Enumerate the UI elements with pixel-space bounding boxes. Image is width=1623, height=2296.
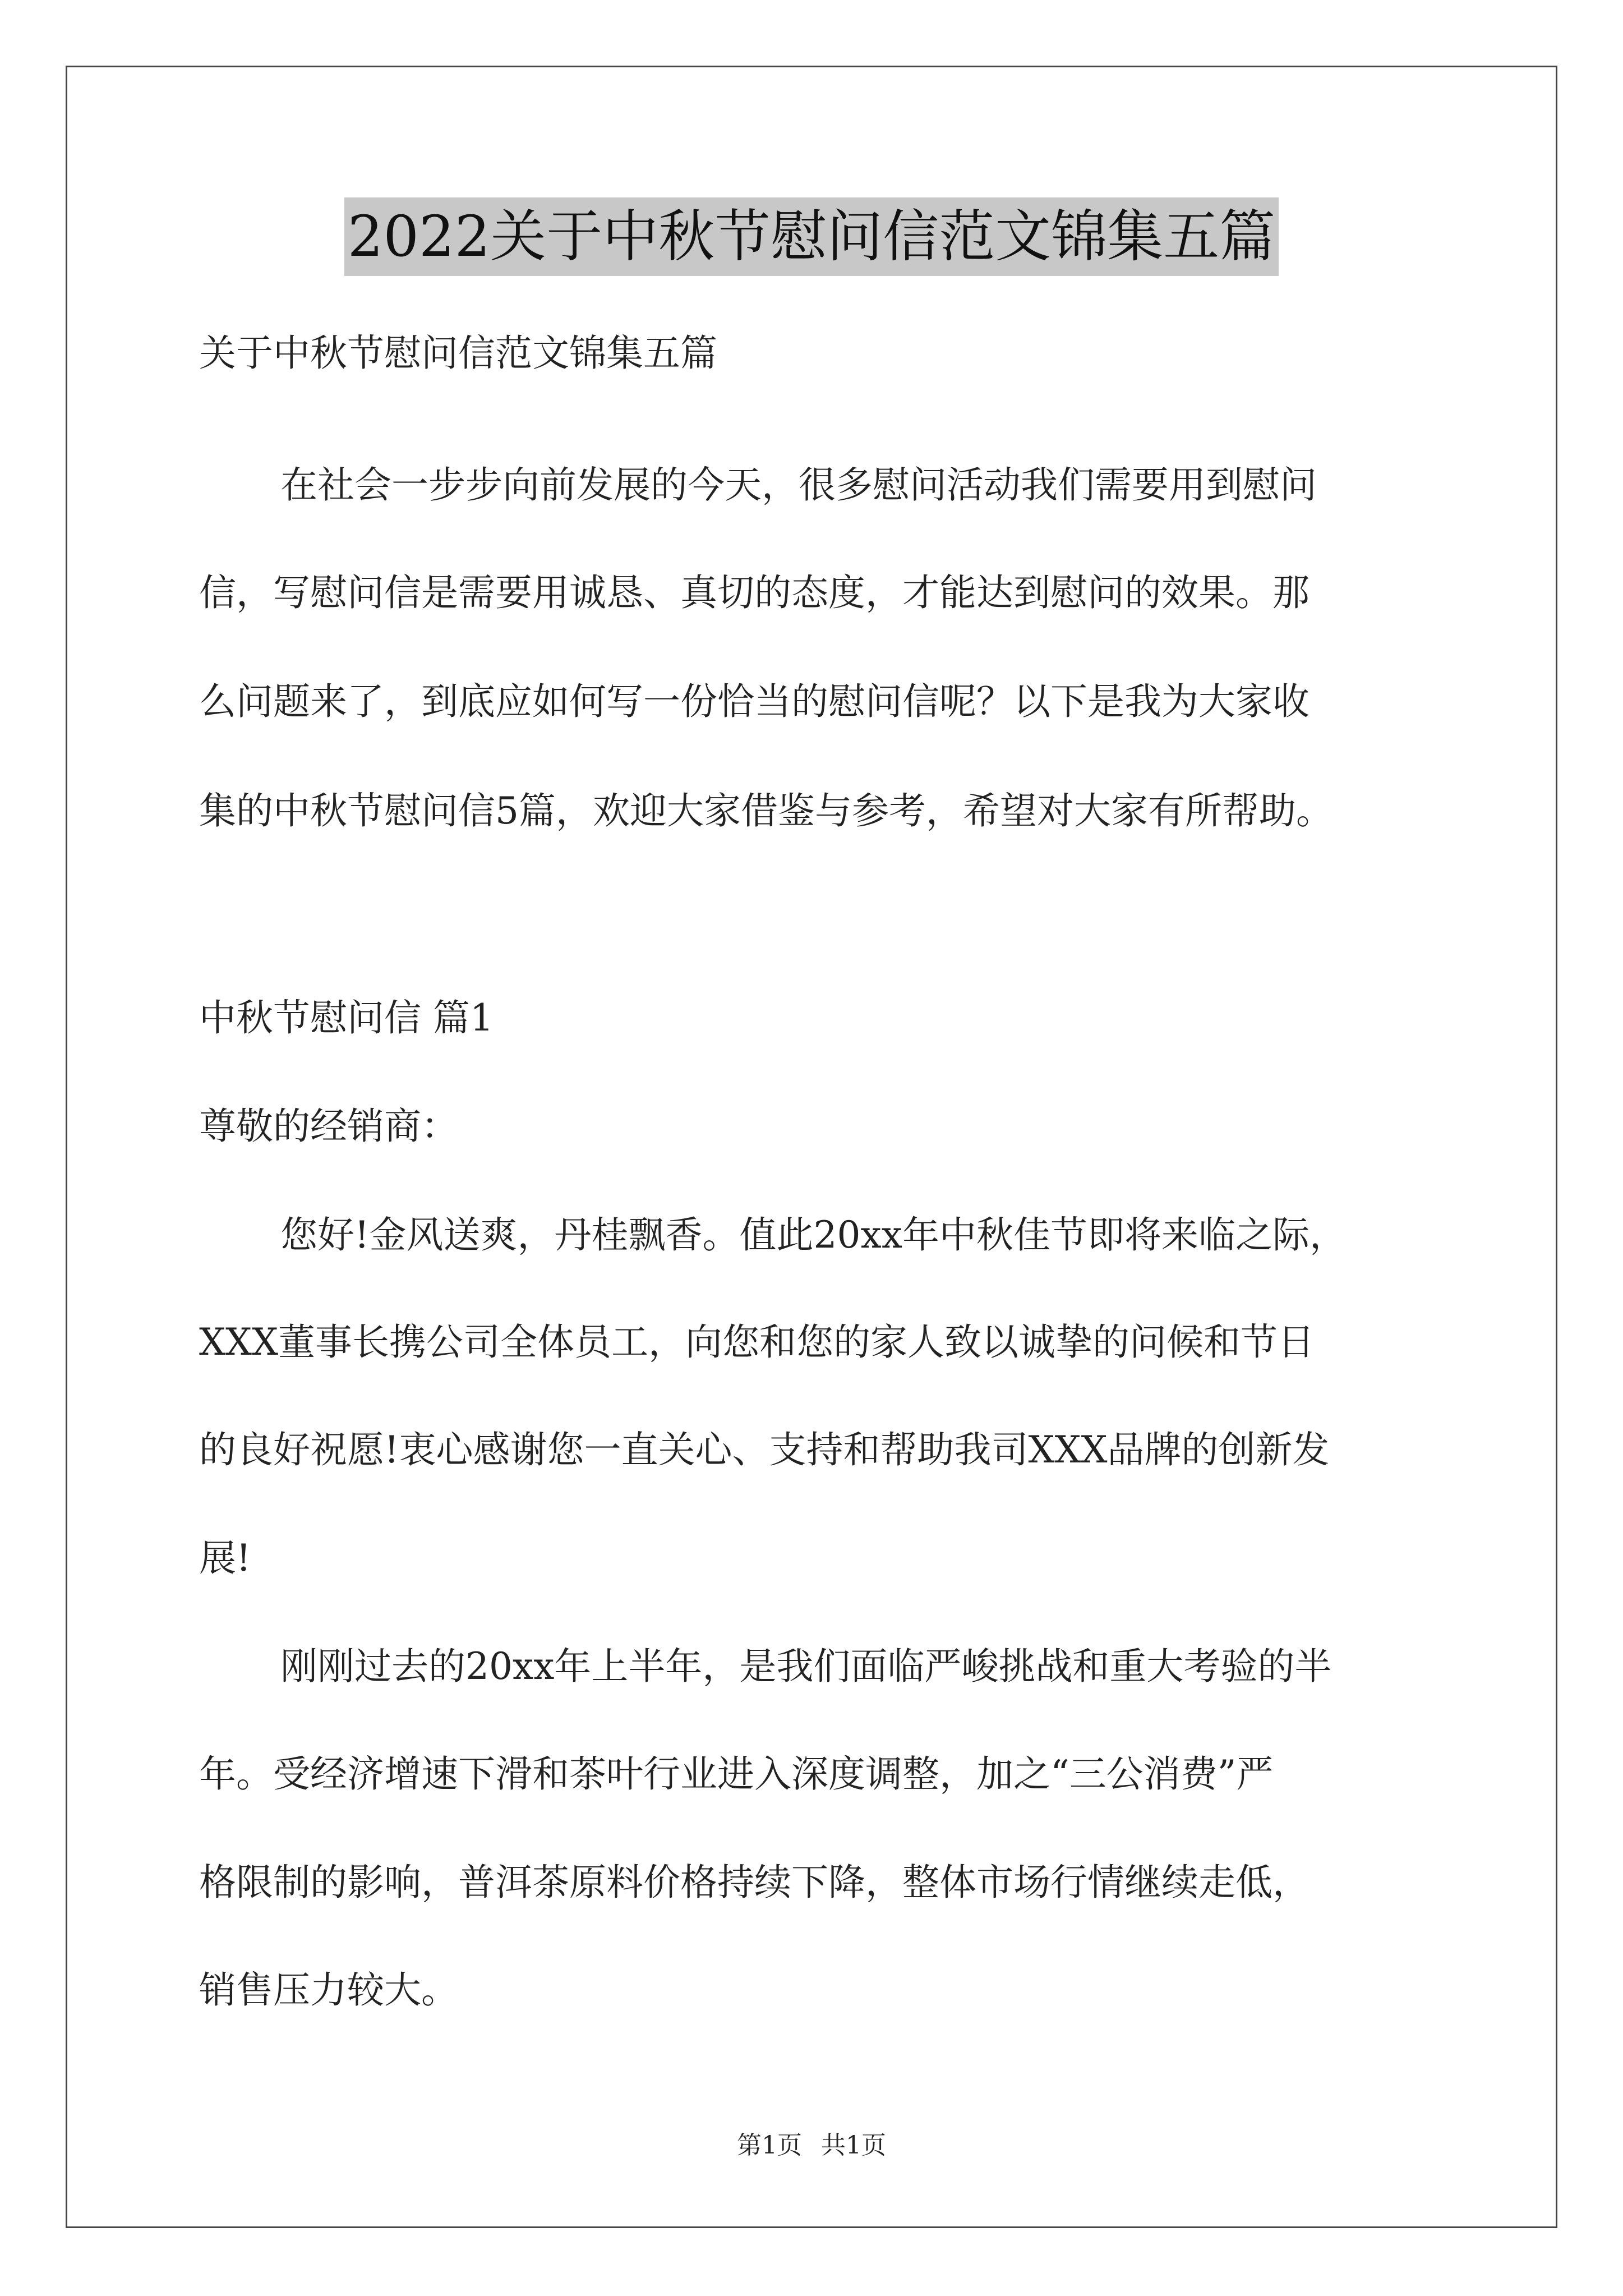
- subtitle-line: 关于中秋节慰问信范文锦集五篇: [199, 332, 717, 375]
- page-footer: [0, 2129, 1623, 2162]
- paragraph-line: 信，写慰问信是需要用诚恳、真切的态度，才能达到慰问的效果。那: [199, 571, 1310, 614]
- page-total: 共1页: [821, 2131, 886, 2160]
- paragraph-line: 集的中秋节慰问信5篇，欢迎大家借鉴与参考，希望对大家有所帮助。: [199, 789, 1333, 832]
- paragraph-line: 的良好祝愿!衷心感谢您一直关心、支持和帮助我司XXX品牌的创新发: [199, 1428, 1330, 1471]
- document-title: 2022关于中秋节慰问信范文锦集五篇: [344, 197, 1279, 276]
- page-number: 第1页: [737, 2131, 802, 2160]
- paragraph-line: 销售压力较大。: [199, 1968, 458, 2012]
- paragraph-line: 刚刚过去的20xx年上半年，是我们面临严峻挑战和重大考验的半: [280, 1645, 1332, 1688]
- paragraph-line: 么问题来了，到底应如何写一份恰当的慰问信呢？以下是我为大家收: [199, 680, 1310, 723]
- salutation: 尊敬的经销商：: [199, 1105, 458, 1148]
- paragraph-line: XXX董事长携公司全体员工，向您和您的家人致以诚挚的问候和节日: [199, 1320, 1315, 1364]
- paragraph-line: 格限制的影响，普洱茶原料价格持续下降，整体市场行情继续走低，: [199, 1861, 1310, 1904]
- title-container: [0, 197, 1623, 276]
- paragraph-line: 展!: [199, 1536, 251, 1580]
- paragraph-line: 年。受经济增速下滑和茶叶行业进入深度调整，加之“三公消费”严: [199, 1752, 1274, 1796]
- section-heading: 中秋节慰问信 篇1: [199, 996, 494, 1039]
- paragraph-line: 您好!金风送爽，丹桂飘香。值此20xx年中秋佳节即将来临之际，: [280, 1213, 1347, 1257]
- paragraph-line: 在社会一步步向前发展的今天，很多慰问活动我们需要用到慰问: [280, 463, 1317, 507]
